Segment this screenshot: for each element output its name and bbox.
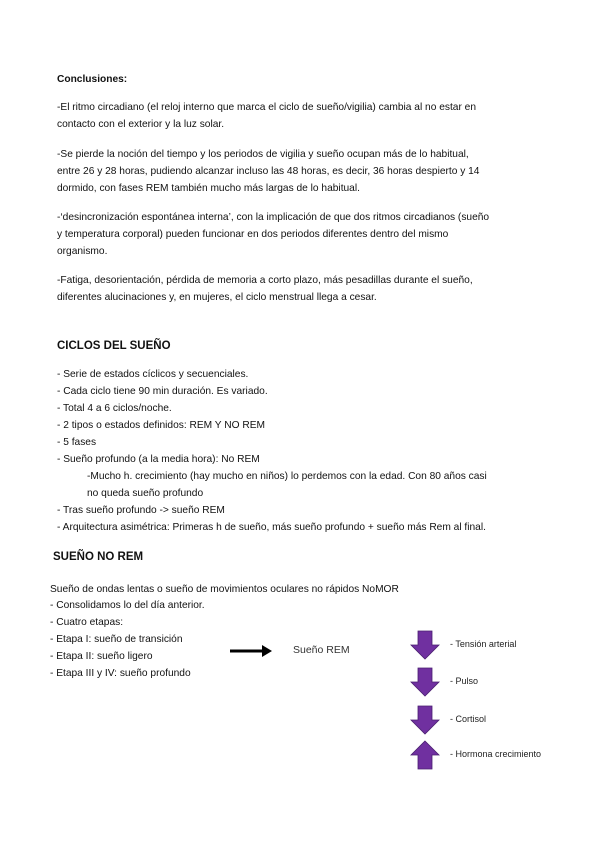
ciclos-item-5: - 5 fases — [57, 437, 97, 448]
ciclos-item-8: - Arquitectura asimétrica: Primeras h de sueño, más sueño profundo + sueño más Rem al final. — [57, 522, 486, 533]
conclusion-4-line-1: -Fatiga, desorientación, pérdida de memoria a corto plazo, más pesadillas durante el sueño, — [57, 275, 473, 286]
norem-title: SUEÑO NO REM — [53, 551, 144, 563]
effect-label: - Pulso — [450, 676, 479, 686]
ciclos-sub-line-2: no queda sueño profundo — [87, 488, 204, 499]
ciclos-item-4: - 2 tipos o estados definidos: REM Y NO REM — [57, 420, 265, 431]
effect-label: - Tensión arterial — [450, 639, 517, 649]
ciclos-item-3: - Total 4 a 6 ciclos/noche. — [57, 403, 172, 414]
conclusion-1-line-2: contacto con el exterior y la luz solar. — [57, 119, 225, 130]
conclusion-1-line-1: -El ritmo circadiano (el reloj interno que marca el ciclo de sueño/vigilia) cambia al no estar en — [57, 102, 477, 113]
conclusion-3-line-2: y temperatura corporal) pueden funcionar en dos periodos diferentes dentro del mismo — [57, 229, 449, 240]
ciclos-item-1: - Serie de estados cíclicos y secuenciales. — [57, 369, 249, 380]
ciclos-sub-line-1: -Mucho h. crecimiento (hay mucho en niños) lo perdemos con la edad. Con 80 años casi — [87, 471, 487, 482]
rem-label: Sueño REM — [293, 644, 350, 656]
norem-item-5: - Etapa III y IV: sueño profundo — [50, 668, 191, 679]
ciclos-item-6: - Sueño profundo (a la media hora): No REM — [57, 454, 260, 465]
ciclos-title: CICLOS DEL SUEÑO — [57, 340, 171, 352]
conclusiones-title: Conclusiones: — [57, 74, 128, 85]
ciclos-item-2: - Cada ciclo tiene 90 min duración. Es variado. — [57, 386, 268, 397]
right-arrow-icon — [228, 643, 274, 659]
purple-down-arrow-icon — [410, 705, 440, 735]
conclusion-3-line-1: -‘desincronización espontánea interna’, con la implicación de que dos ritmos circadianos (sueño — [57, 212, 490, 223]
effect-label: - Cortisol — [450, 714, 487, 724]
purple-down-arrow-icon — [410, 667, 440, 697]
conclusion-2-line-1: -Se pierde la noción del tiempo y los periodos de vigilia y sueño ocupan más de lo habitual, — [57, 149, 469, 160]
norem-item-2: - Cuatro etapas: — [50, 617, 124, 628]
norem-item-3: - Etapa I: sueño de transición — [50, 634, 183, 645]
norem-item-4: - Etapa II: sueño ligero — [50, 651, 153, 662]
norem-intro: Sueño de ondas lentas o sueño de movimientos oculares no rápidos NoMOR — [50, 584, 399, 595]
conclusion-2-line-2: entre 26 y 28 horas, pudiendo alcanzar incluso las 48 horas, es decir, 36 horas despierto y 14 — [57, 166, 480, 177]
ciclos-item-7: - Tras sueño profundo -> sueño REM — [57, 505, 225, 516]
conclusion-3-line-3: organismo. — [57, 246, 108, 257]
norem-item-1: - Consolidamos lo del día anterior. — [50, 600, 205, 611]
purple-down-arrow-icon — [410, 630, 440, 660]
conclusion-2-line-3: dormido, con fases REM también mucho más largas de lo habitual. — [57, 183, 360, 194]
effect-label: - Hormona crecimiento — [450, 749, 542, 759]
purple-up-arrow-icon — [410, 740, 440, 770]
conclusion-4-line-2: diferentes alucinaciones y, en mujeres, el ciclo menstrual llega a cesar. — [57, 292, 377, 303]
